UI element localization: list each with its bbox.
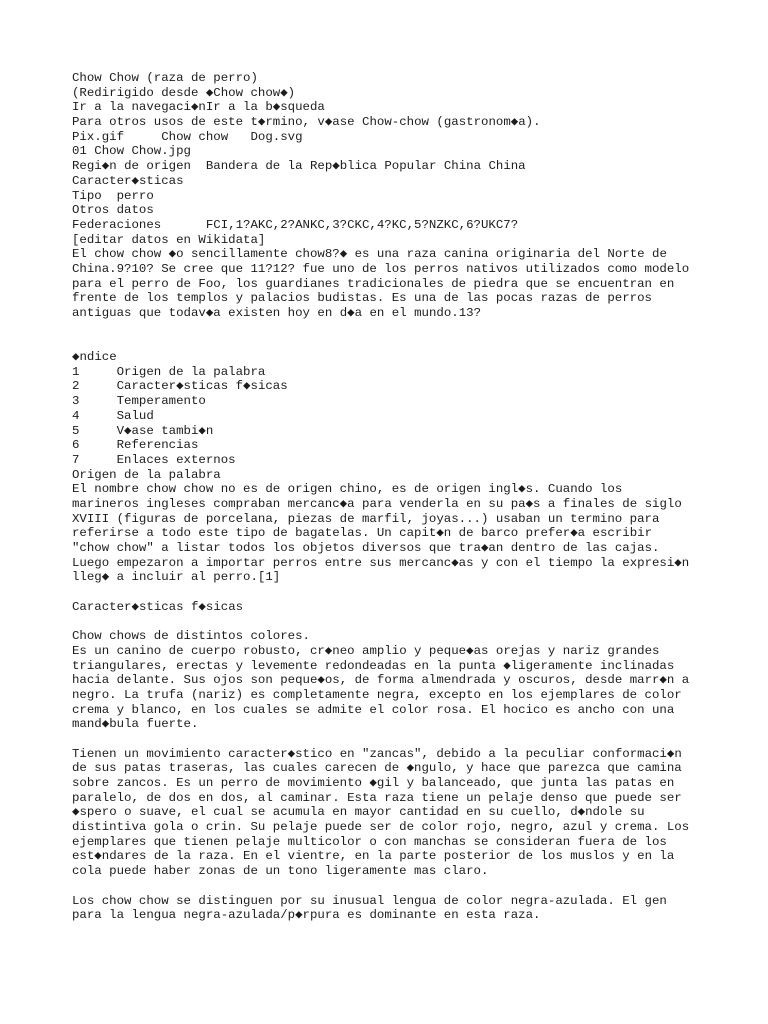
physical-line: Es un canino de cuerpo robusto, cr◆neo amplio y peque◆as orejas y nariz grandes (72, 643, 660, 658)
toc-item: 3 Temperamento (72, 394, 206, 409)
movement-line: paralelo, de dos en dos, al caminar. Esta raza tiene un pelaje denso que puede ser (72, 790, 682, 805)
movement-line: sobre zancos. Es un perro de movimiento ◆gil y balanceado, que junta las patas en (72, 776, 675, 791)
intro-line: frente de los templos y palacios budistas. Es una de las pocas razas de perros (72, 291, 652, 306)
physical-line: hacia delante. Sus ojos son peque◆os, de forma almendrada y oscuros, desde marr◆n a (72, 673, 690, 688)
toc-item: 1 Origen de la palabra (72, 364, 266, 379)
image-caption: Chow chows de distintos colores. (72, 629, 310, 644)
origin-section (72, 468, 712, 586)
image-filename: 01 Chow Chow.jpg (72, 144, 191, 159)
tongue-line: para la lengua negra-azulada/p◆rpura es dominante en esta raza. (72, 908, 541, 923)
infobox-other-data: Otros datos (72, 203, 154, 218)
toc-title: ◆ndice (72, 350, 117, 365)
infobox-federations: Federaciones FCI,1?AKC,2?ANKC,3?CKC,4?KC,5?NZKC,6?UKC7? (72, 217, 519, 232)
section-heading: Caracter◆sticas f◆sicas (72, 599, 244, 614)
physical-line: crema y blanco, en los cuales se admite el color rosa. El hocico es ancho con una (72, 702, 675, 717)
infobox-edit-link: [editar datos en Wikidata] (72, 232, 266, 247)
movement-line: est◆ndares de la raza. En el vientre, en la parte posterior de los muslos y en la (72, 849, 675, 864)
movement-line: ◆spero o suave, el cual se acumula en mayor cantidad en su cuello, d◆ndole su (72, 805, 645, 820)
infobox-characteristics: Caracter◆sticas (72, 173, 184, 188)
intro-paragraph (72, 247, 712, 320)
origin-line: referirse a todo este tipo de bagatelas. Un capit◆n de barco prefer◆a escribir (72, 526, 653, 541)
movement-line: cola puede haber zonas de un tono ligeramente mas claro. (72, 864, 489, 879)
table-of-contents (72, 350, 712, 468)
section-heading: Origen de la palabra (72, 467, 221, 482)
origin-line: XVIII (figuras de porcelana, piezas de marfil, joyas...) usaban un termino para (72, 511, 660, 526)
toc-item: 4 Salud (72, 408, 154, 423)
origin-line: "chow chow" a listar todos los objetos diversos que tra◆an dentro de las cajas. (72, 541, 660, 556)
infobox-type: Tipo perro (72, 188, 154, 203)
origin-line: marineros ingleses compraban mercanc◆a para venderla en su pa◆s a finales de siglo (72, 496, 682, 511)
origin-line: lleg◆ a incluir al perro.[1] (72, 570, 281, 585)
origin-line: Luego empezaron a importar perros entre sus mercanc◆as y con el tiempo la expresi◆n (72, 555, 690, 570)
intro-line: El chow chow ◆o sencillamente chow8?◆ es una raza canina originaria del Norte de (72, 247, 667, 262)
origin-line: El nombre chow chow no es de origen chino, es de origen ingl◆s. Cuando los (72, 482, 623, 497)
navigation-links: Ir a la navegaci◆nIr a la b◆squeda (72, 100, 325, 115)
toc-item: 5 V◆ase tambi◆n (72, 423, 214, 438)
other-uses-note: Para otros usos de este t◆rmino, v◆ase Chow-chow (gastronom◆a). (72, 115, 541, 130)
toc-item: 7 Enlaces externos (72, 452, 236, 467)
article-title: Chow Chow (raza de perro) (72, 71, 258, 85)
physical-line: negro. La trufa (nariz) es completamente negra, excepto en los ejemplares de color (72, 687, 682, 702)
redirect-note: (Redirigido desde ◆Chow chow◆) (72, 85, 296, 100)
intro-line: para el perro de Foo, los guardianes tradicionales de piedra que se encuentran en (72, 276, 675, 291)
physical-line: mand◆bula fuerte. (72, 717, 199, 732)
intro-line: antiguas que todav◆a existen hoy en d◆a en el mundo.13? (72, 306, 482, 320)
document-page (72, 71, 712, 923)
movement-line: Tienen un movimiento caracter◆stico en "zancas", debido a la peculiar conformaci◆n (72, 746, 682, 761)
tongue-line: Los chow chow se distinguen por su inusual lengua de color negra-azulada. El gen (72, 893, 667, 908)
movement-line: ejemplares que tienen pelaje multicolor o con manchas se consideran fuera de los (72, 834, 667, 849)
physical-section (72, 600, 712, 923)
toc-item: 6 Referencias (72, 438, 199, 453)
infobox-origin: Regi◆n de origen Bandera de la Rep◆blica Popular China China (72, 159, 526, 174)
file-names: Pix.gif Chow chow Dog.svg (72, 129, 303, 144)
intro-line: China.9?10? Se cree que 11?12? fue uno de los perros nativos utilizados como modelo (72, 261, 690, 276)
movement-line: distintiva gola o crin. Su pelaje puede ser de color rojo, negro, azul y crema. Los (72, 820, 690, 835)
physical-line: triangulares, erectas y levemente redondeadas en la punta ◆ligeramente inclinadas (72, 658, 675, 673)
movement-line: de sus patas traseras, las cuales carecen de ◆ngulo, y hace que parezca que camina (72, 761, 682, 776)
toc-item: 2 Caracter◆sticas f◆sicas (72, 379, 288, 394)
